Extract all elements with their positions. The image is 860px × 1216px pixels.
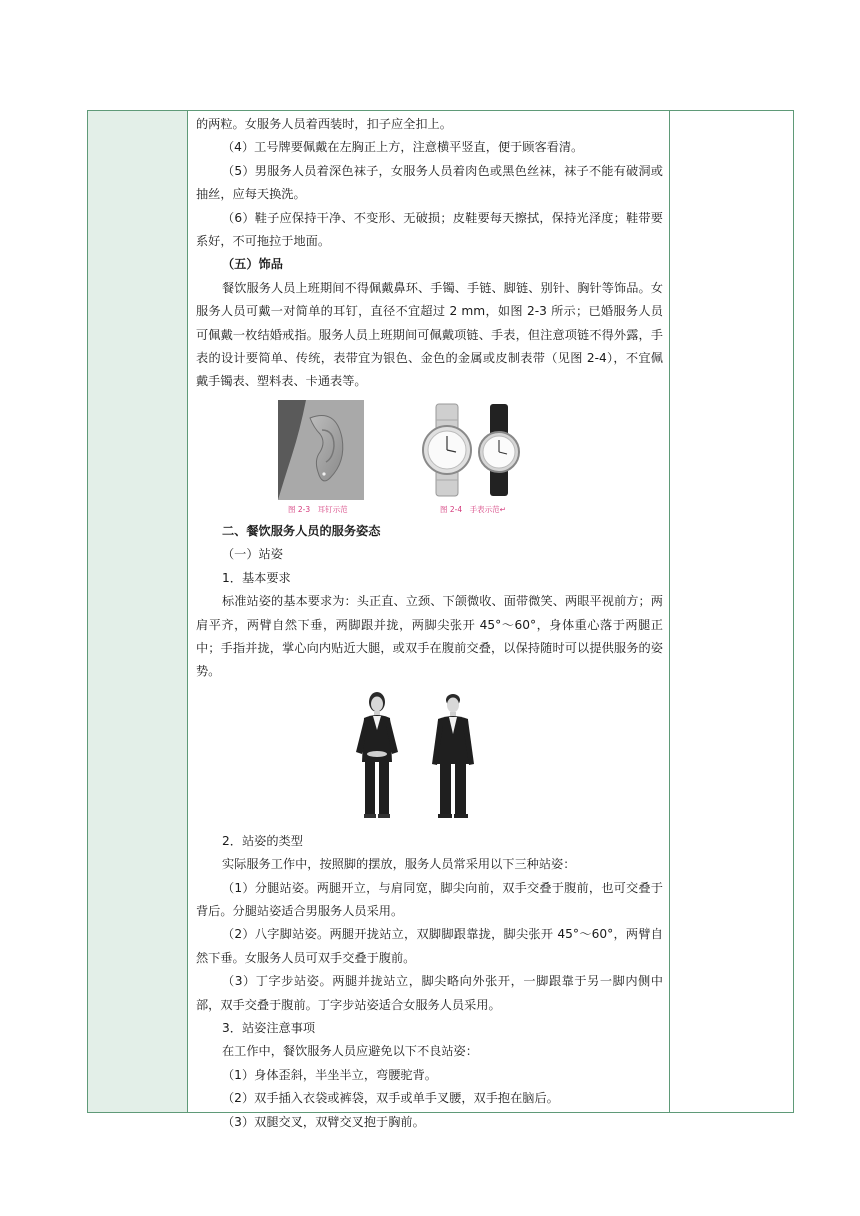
right-column <box>669 111 793 1112</box>
woman-standing-photo <box>346 690 408 822</box>
main-content <box>196 113 663 1134</box>
paragraph: （1）身体歪斜，半坐半立，弯腰驼背。 <box>222 1067 437 1082</box>
ear-photo <box>278 400 364 500</box>
man-standing-photo <box>422 690 484 822</box>
paragraph: （2）双手插入衣袋或裤袋，双手或单手叉腰，双手抱在脑后。 <box>222 1091 559 1106</box>
standing-posture-figure <box>196 690 663 826</box>
figure-row <box>196 400 663 518</box>
paragraph: 标准站姿的基本要求为：头正直、立颈、下颌微收、面带微笑、两眼平视前方；两肩平齐，两臂自然下垂，两脚跟并拢，两脚尖张开 45°～60°，身体重心落于两腿正中；手指并拢，掌心向内贴近大腿，或双手在腹前交叠，以保持随时可以提供服务的姿势。 <box>196 594 663 679</box>
left-column <box>88 111 188 1112</box>
paragraph: 实际服务工作中，按照脚的摆放，服务人员常采用以下三种站姿： <box>222 857 576 872</box>
watch-photo <box>418 400 530 500</box>
paragraph: （4）工号牌要佩戴在左胸正上方，注意横平竖直，便于顾客看清。 <box>222 140 584 155</box>
paragraph: 在工作中，餐饮服务人员应避免以下不良站姿： <box>222 1044 478 1059</box>
paragraph: （3）双腿交叉，双臂交叉抱于胸前。 <box>222 1114 425 1129</box>
paragraph: 的两粒。女服务人员着西装时，扣子应全扣上。 <box>196 117 452 131</box>
figure-caption: 图 2-4 手表示范↵ <box>440 504 506 514</box>
paragraph: （3）丁字步站姿。两腿并拢站立，脚尖略向外张开，一脚跟靠于另一脚内侧中部，双手交叠于腹前。丁字步站姿适合女服务人员采用。 <box>196 974 663 1012</box>
paragraph: （2）八字脚站姿。两腿开拢站立，双脚脚跟靠拢，脚尖张开 45°～60°，两臂自然下垂。女服务人员可双手交叠于腹前。 <box>196 927 663 965</box>
paragraph: （6）鞋子应保持干净、不变形、无破损；皮鞋要每天擦拭，保持光泽度；鞋带要系好，不可拖拉于地面。 <box>196 210 663 249</box>
paragraph: 餐饮服务人员上班期间不得佩戴鼻环、手镯、手链、脚链、别针、胸针等饰品。女服务人员可戴一对简单的耳钉，直径不宜超过 2 mm，如图 2-3 所示；已婚服务人员可佩戴一枚结婚戒指。服务人员上班期间可佩戴项链、手表，但注意项链不得外露，手表的设计要简单、传统，表带宜为银色、金色的金属或皮制表带（见图 2-4），不宜佩戴手镯表、塑料表、卡通表等。 <box>196 280 663 389</box>
paragraph: （1）分腿站姿。两腿开立，与肩同宽，脚尖向前，双手交叠于腹前，也可交叠于背后。分腿站姿适合男服务人员采用。 <box>196 880 663 918</box>
subheading: 1．基本要求 <box>222 570 291 585</box>
paragraph: （5）男服务人员着深色袜子，女服务人员着肉色或黑色丝袜，袜子不能有破洞或抽丝，应每天换洗。 <box>196 163 663 202</box>
figure-caption: 图 2-3 耳钉示范 <box>288 504 348 514</box>
subheading: （一）站姿 <box>222 547 283 562</box>
subheading: 2．站姿的类型 <box>222 833 303 848</box>
subheading: 3．站姿注意事项 <box>222 1020 316 1035</box>
section-heading: （五）饰品 <box>222 257 283 272</box>
section-heading: 二、餐饮服务人员的服务姿态 <box>222 523 381 538</box>
